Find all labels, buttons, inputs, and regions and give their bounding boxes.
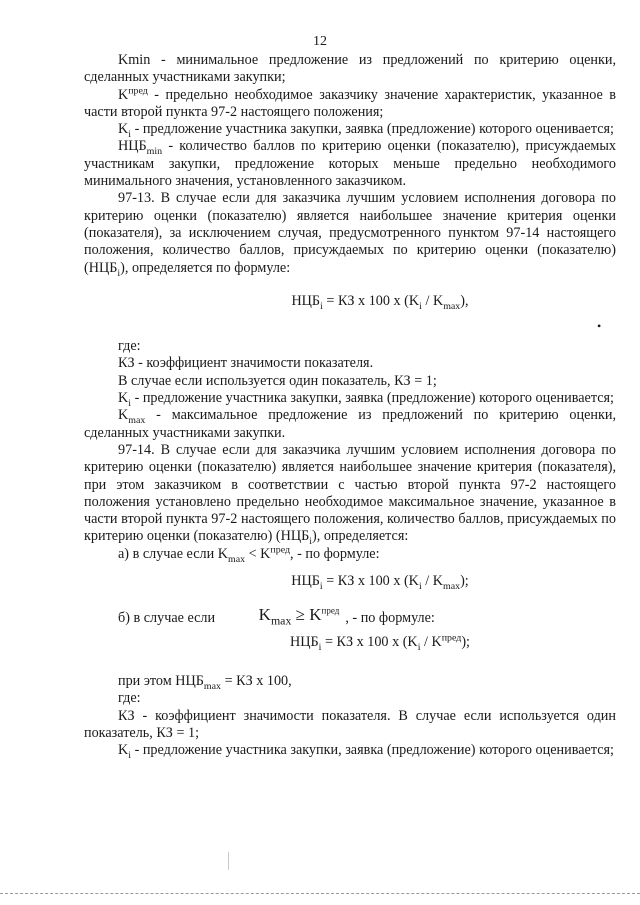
case-b: б) в случае если $K_{max} \ge K^{пред}$ , - по формуле: (118, 605, 435, 628)
where-label-1: где: (118, 338, 141, 355)
page-bottom-rule (0, 893, 640, 894)
kz-definition: КЗ - коэффициент значимости показателя. (118, 355, 374, 372)
ncb-min-definition: $НЦБ_{min}$ - количество баллов по критерию оценки (показателю), присуждаемых участникам закупки, предложение которых меньше предельно необходимого минимального значения, установленного заказчиком. (84, 138, 616, 190)
ki-definition-2: $K_i$ - предложение участника закупки, заявка (предложение) которого оценивается; (118, 390, 614, 409)
formula-1: $НЦБ_i$ = КЗ x 100 x $(K_i / K_{max})$, (291, 292, 469, 312)
kz-final-definition: КЗ - коэффициент значимости показателя. В случае если используется один показатель, КЗ = 1; (84, 707, 616, 741)
ki-definition-3: $K_i$ - предложение участника закупки, заявка (предложение) которого оценивается; (118, 742, 614, 761)
ki-definition-1: $K_i$ - предложение участника закупки, заявка (предложение) которого оценивается; (118, 121, 614, 141)
kz-one-note: В случае если используется один показатель, КЗ = 1; (118, 372, 437, 389)
kmax-definition: $K_{max}$ - максимальное предложение из предложений по критерию оценки, сделанных участниками закупки. (84, 407, 616, 441)
kpred-definition: $K^{пред}$ - предельно необходимое заказчику значение характеристик, указанное в части второй пункта 97-2 настоящего положения; (84, 84, 616, 120)
where-label-2: где: (118, 690, 141, 707)
case-b-inequality: $K_{max} \ge K^{пред}$ (258, 605, 340, 628)
kmin-definition: Kmin - минимальное предложение из предложений по критерию оценки, сделанных участниками закупки; (84, 52, 616, 86)
scan-dot: • (597, 319, 602, 333)
document-body (84, 52, 616, 759)
ncb-max-note: при этом $НЦБ_{max}$ = КЗ x 100, (118, 672, 292, 692)
formula-2: $НЦБ_i$ = КЗ x 100 x $(K_i / K_{max})$; (291, 573, 469, 592)
paragraph-97-14: 97-14. В случае если для заказчика лучшим условием исполнения договора по критерию оценки (показателю) является наибольшее значение критерия (показателя), при этом заказчиком в соответствии с частью второй пункта 97-2 настоящего положения установлено предельно необходимое максимальное значение, указанное в части второй пункта 97-2 настоящего положения, количество баллов, присуждаемых по критерию оценки (показателю) $(НЦБ_i)$, определяется: (84, 441, 616, 548)
formula-3: $НЦБ_i$ = КЗ x 100 x $(K_i / K^{пред})$; (289, 631, 470, 653)
paragraph-97-13: 97-13. В случае если для заказчика лучшим условием исполнения договора по критерию оценки (показателю) является наибольшее значение критерия оценки (показателя), за исключением случая, предусмотренного пунктом 97-14 настоящего положения, количество баллов, присуждаемых по критерию оценки (показателю) $(НЦБ_i)$, определяется по формуле: (84, 190, 616, 279)
scan-mark (228, 852, 229, 870)
page-number: 12 (313, 34, 327, 49)
case-a: а) в случае если $K_{max} < K^{пред}$, - по формуле: (118, 543, 380, 565)
